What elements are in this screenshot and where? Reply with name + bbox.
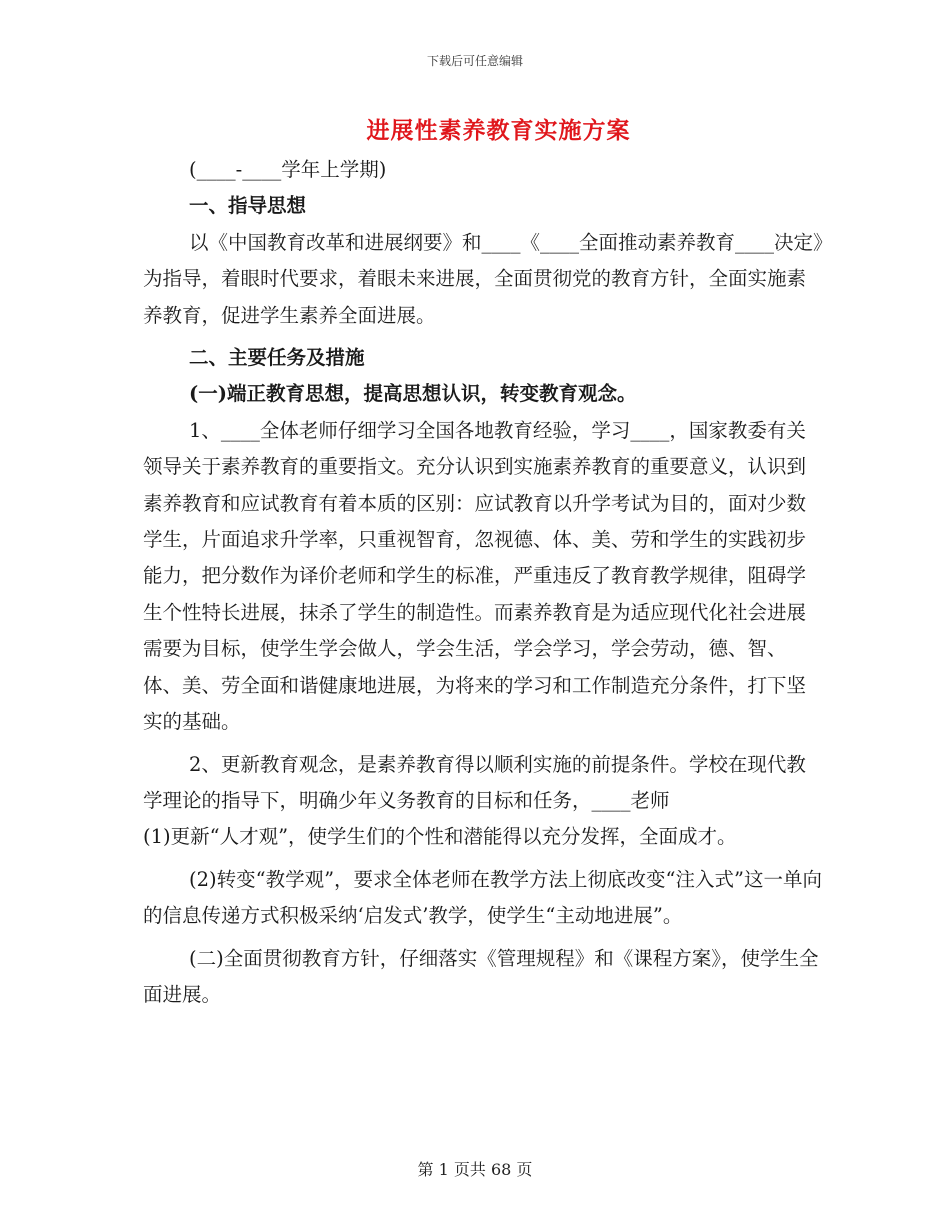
document-body (143, 152, 823, 1013)
page-header-note: 下载后可任意编辑 (426, 54, 523, 68)
subsection-heading-1: (一)端正教育思想，提高思想认识，转变教育观念。 (189, 382, 637, 406)
paragraph-item-1: 1、____全体老师仔细学习全国各地教育经验，学习____，国家教委有关领导关于素养教育的重要指文。充分认识到实施素养教育的重要意义，认识到素养教育和应试教育有着本质的区别：应试教育以升学考试为目的，面对少数学生，片面追求升学率，只重视智育，忽视德、体、美、劳和学生的实践初步能力，把分数作为译价老师和学生的标准，严重违反了教育教学规律，阻碍学生个性特长进展，抹杀了学生的制造性。而素养教育是为适应现代化社会进展需要为目标，使学生学会做人，学会生活，学会学习，学会劳动，德、智、体、美、劳全面和谐健康地进展，为将来的学习和工作制造充分条件，打下坚实的基础。 (143, 418, 807, 734)
semester-line: (____-____学年上学期) (189, 158, 387, 181)
page-footer: 第 1 页共 68 页 (417, 1160, 533, 1179)
section-heading-guiding-ideology: 一、指导思想 (189, 194, 307, 218)
paragraph-item-2-2: (2)转变“教学观”，要求全体老师在教学方法上彻底改变“注入式”这一单向的信息传递方式积极采纳‘启发式’教学，使学生“主动地进展”。 (143, 867, 822, 928)
section-heading-main-tasks: 二、主要任务及措施 (189, 346, 365, 370)
document-title: 进展性素养教育实施方案 (366, 117, 631, 144)
paragraph-item-2: 2、更新教育观念，是素养教育得以顺利实施的前提条件。学校在现代教学理论的指导下，明确少年义务教育的目标和任务，____老师 (143, 752, 806, 812)
subsection-heading-2: (二)全面贯彻教育方针，仔细落实《管理规程》和《课程方案》，使学生全面进展。 (143, 946, 819, 1006)
paragraph-item-2-1: (1)更新“人才观”，使学生们的个性和潜能得以充分发挥，全面成才。 (143, 825, 737, 849)
paragraph-guiding-ideology: 以《中国教育改革和进展纲要》和____《____全面推动素养教育____决定》为指导，着眼时代要求，着眼未来进展，全面贯彻党的教育方针，全面实施素养教育，促进学生素养全面进展。 (143, 230, 823, 327)
